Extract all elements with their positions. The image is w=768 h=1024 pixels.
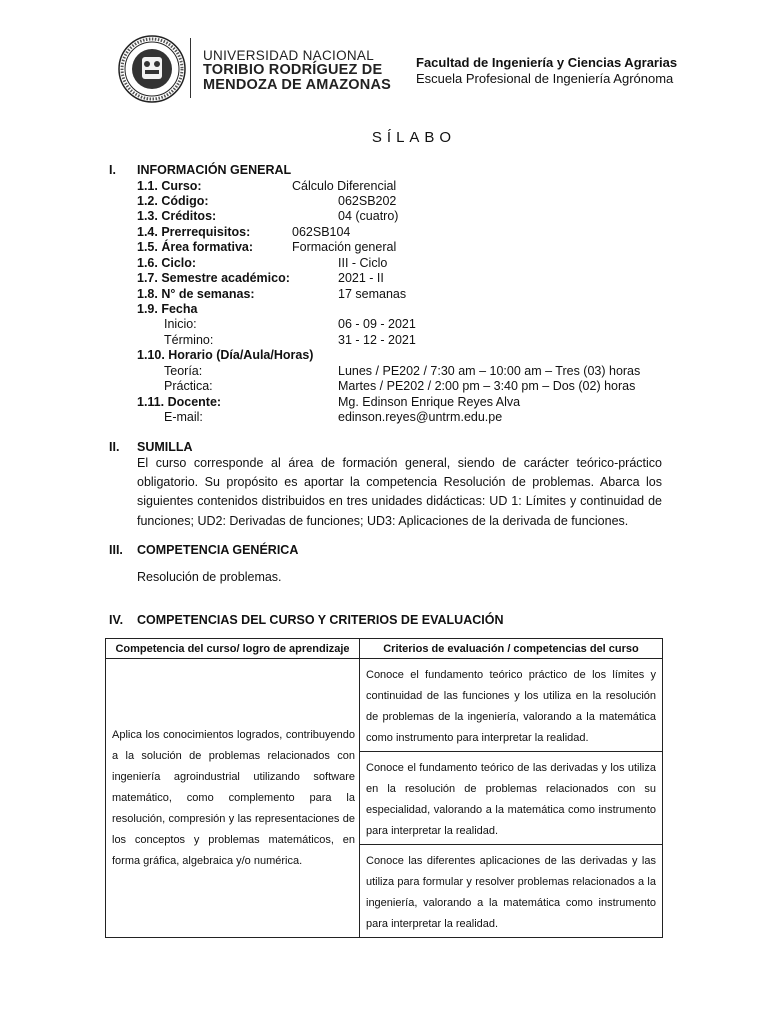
document-title: SÍLABO (371, 129, 457, 146)
value-curso: Cálculo Diferencial (292, 179, 397, 193)
value-semanas: 17 semanas (338, 287, 407, 301)
label-practica: Práctica: (164, 379, 213, 393)
university-name-line3: MENDOZA DE AMAZONAS (203, 77, 391, 93)
label-termino: Término: (164, 333, 214, 347)
competencias-table (105, 638, 663, 938)
competencia-generica-text: Resolución de problemas. (137, 570, 282, 584)
table-header-criterios: Criterios de evaluación / competencias del curso (360, 639, 663, 659)
table-cell-criterio-1: Conoce el fundamento teórico práctico de los límites y continuidad de las funciones y los utiliza en la resolución de problemas de la ingeniería, valorando a la matemática como instrumento para interpretar la realidad. (360, 659, 663, 752)
label-area-formativa: 1.5. Área formativa: (137, 240, 254, 254)
section-4-title: COMPETENCIAS DEL CURSO Y CRITERIOS DE EVALUACIÓN (137, 613, 504, 627)
label-ciclo: 1.6. Ciclo: (137, 256, 197, 270)
label-inicio: Inicio: (164, 317, 197, 331)
table-cell-competencia: Aplica los conocimientos logrados, contribuyendo a la solución de problemas relacionados con ingeniería agroindustrial utilizando software matemático, como complemento para la resolución, compresión y las representaciones de los conceptos y problemas matemáticos, en forma gráfica, algebraica y/o numérica. (106, 659, 360, 938)
sumilla-paragraph: El curso corresponde al área de formación general, siendo de carácter teórico-práctico obligatorio. Su propósito es aportar la competencia Resolución de problemas. Abarca los siguientes contenidos distribuidos en tres unidades didácticas: UD 1: Límites y continuidad de funciones; UD2: Derivadas de funciones; UD3: Aplicaciones de la derivada de funciones. (137, 456, 662, 528)
section-2-number: II. (109, 440, 120, 454)
university-name-line1: UNIVERSIDAD NACIONAL (203, 48, 375, 63)
table-header-competencia: Competencia del curso/ logro de aprendizaje (106, 639, 360, 659)
logo-divider (190, 38, 191, 98)
section-2-title: SUMILLA (137, 440, 193, 454)
school-name: Escuela Profesional de Ingeniería Agrónoma (416, 71, 674, 86)
label-teoria: Teoría: (164, 364, 203, 378)
value-docente: Mg. Edinson Enrique Reyes Alva (338, 395, 521, 409)
value-semestre: 2021 - II (338, 271, 384, 285)
label-curso: 1.1. Curso: (137, 179, 202, 193)
section-4-number: IV. (109, 613, 124, 627)
value-termino: 31 - 12 - 2021 (338, 333, 416, 347)
label-horario: 1.10. Horario (Día/Aula/Horas) (137, 348, 314, 362)
label-prerrequisitos: 1.4. Prerrequisitos: (137, 225, 251, 239)
label-docente: 1.11. Docente: (137, 395, 222, 409)
university-seal-logo (118, 35, 186, 103)
value-area-formativa: Formación general (292, 240, 397, 254)
table-cell-criterio-3: Conoce las diferentes aplicaciones de las derivadas y las utiliza para formular y resolver problemas relacionados a la ingeniería, valorando a la matemática como instrumento para interpretar la realidad. (360, 845, 663, 938)
section-3-title: COMPETENCIA GENÉRICA (137, 543, 299, 557)
table-cell-criterio-2: Conoce el fundamento teórico de las derivadas y los utiliza en la resolución de problemas relacionados con su especialidad, valorando a la matemática como instrumento para interpretar la realidad. (360, 752, 663, 845)
faculty-name: Facultad de Ingeniería y Ciencias Agrarias (416, 55, 678, 70)
table-row (106, 659, 663, 752)
section-3-number: III. (109, 543, 123, 557)
label-codigo: 1.2. Código: (137, 194, 209, 208)
university-name-line2: TORIBIO RODRÍGUEZ DE (203, 62, 383, 78)
section-1-number: I. (109, 163, 116, 177)
label-creditos: 1.3. Créditos: (137, 209, 217, 223)
table-header-row (106, 639, 663, 659)
value-prerrequisitos: 062SB104 (292, 225, 351, 239)
label-semanas: 1.8. N° de semanas: (137, 287, 255, 301)
value-ciclo: III - Ciclo (338, 256, 388, 270)
label-semestre: 1.7. Semestre académico: (137, 271, 290, 285)
value-inicio: 06 - 09 - 2021 (338, 317, 416, 331)
value-teoria: Lunes / PE202 / 7:30 am – 10:00 am – Tres (03) horas (338, 364, 641, 378)
section-1-title: INFORMACIÓN GENERAL (137, 163, 292, 177)
value-codigo: 062SB202 (338, 194, 397, 208)
value-email[interactable]: edinson.reyes@untrm.edu.pe (338, 410, 503, 424)
value-practica: Martes / PE202 / 2:00 pm – 3:40 pm – Dos (02) horas (338, 379, 636, 393)
value-creditos: 04 (cuatro) (338, 209, 399, 223)
label-fecha: 1.9. Fecha (137, 302, 198, 316)
label-email: E-mail: (164, 410, 203, 424)
